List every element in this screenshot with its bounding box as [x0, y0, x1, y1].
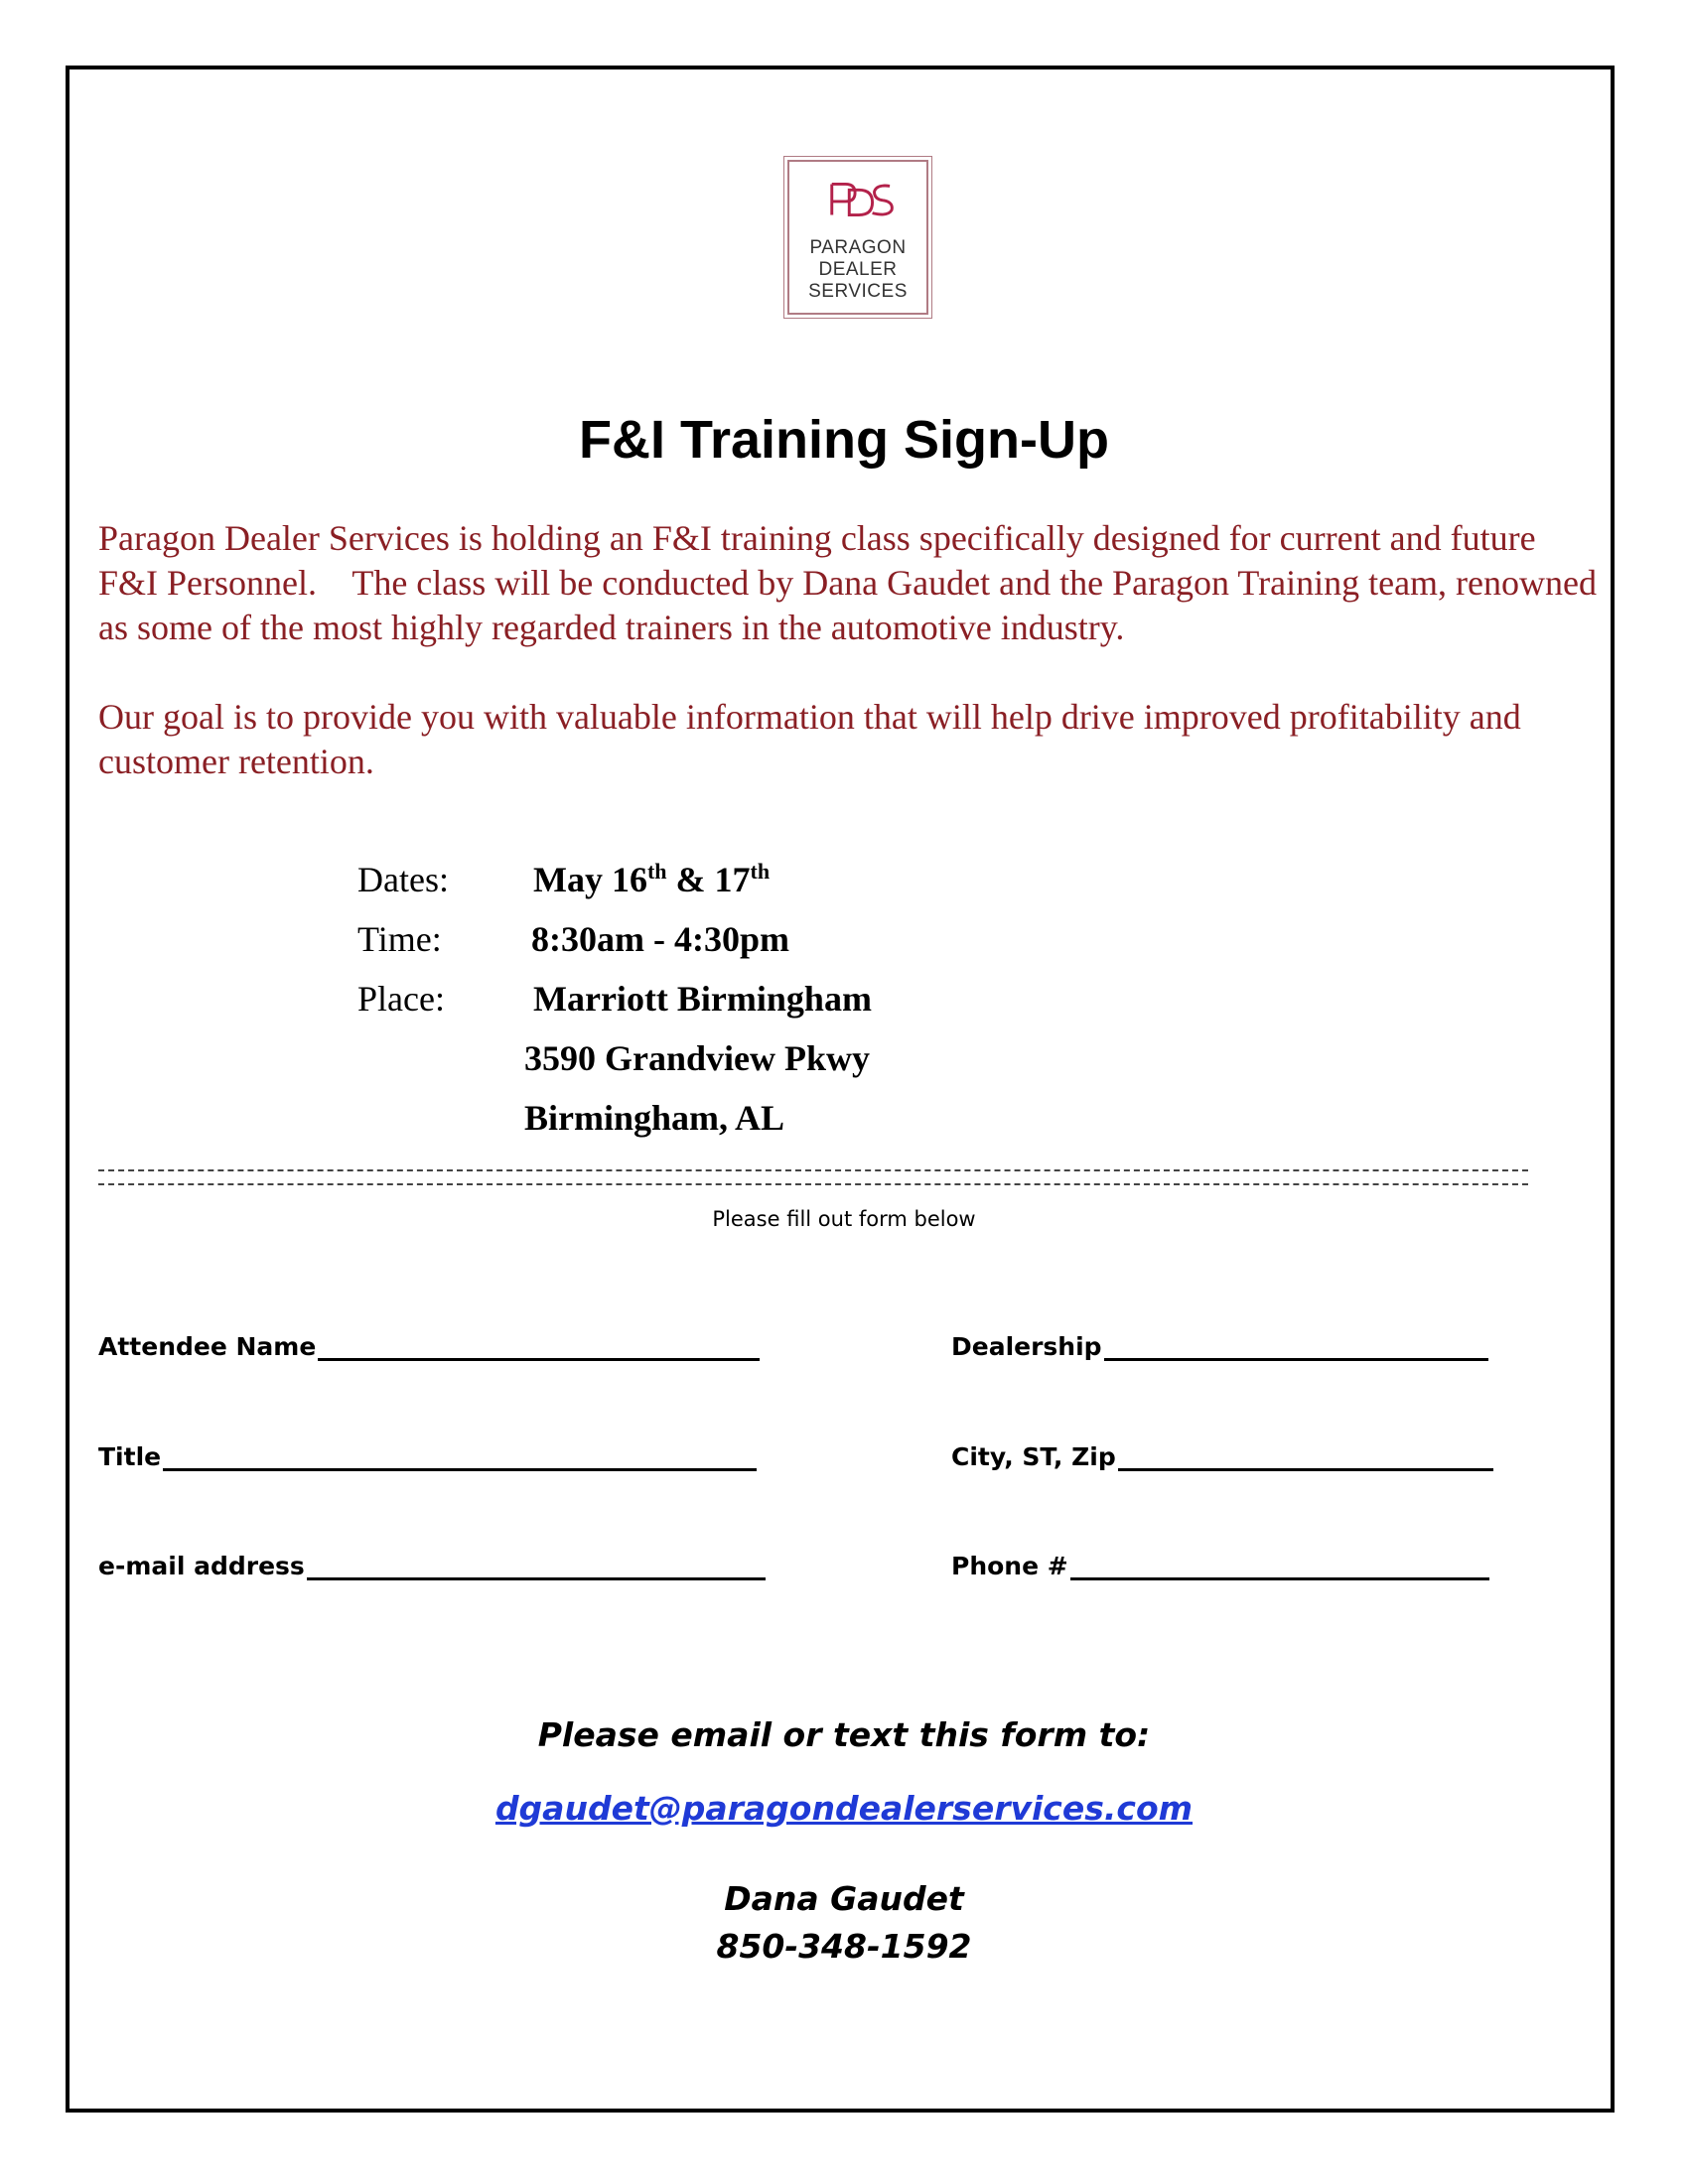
date-day-1: May 16	[533, 860, 647, 899]
dealership-field[interactable]	[951, 1332, 1488, 1361]
email-label: e-mail address	[98, 1552, 305, 1580]
contact-email-link[interactable]: dgaudet@paragondealerservices.com	[494, 1789, 1194, 1828]
place-street: 3590 Grandview Pkwy	[524, 1038, 871, 1078]
city-state-zip-input-line[interactable]	[1118, 1442, 1493, 1471]
form-note: Please fill out form below	[712, 1207, 976, 1231]
email-field[interactable]	[98, 1552, 766, 1580]
date-suffix-1: th	[646, 859, 667, 884]
title-input-line[interactable]	[163, 1442, 757, 1471]
time-value: 8:30am - 4:30pm	[531, 919, 789, 959]
divider-line	[98, 1169, 1528, 1185]
logo-line-2: DEALER	[818, 259, 898, 280]
phone-input-line[interactable]	[1070, 1552, 1489, 1580]
city-state-zip-field[interactable]	[951, 1442, 1493, 1471]
date-suffix-2: th	[750, 859, 771, 884]
title-field[interactable]	[98, 1442, 757, 1471]
dates-label: Dates:	[357, 860, 449, 899]
intro-paragraph-2	[98, 695, 1598, 784]
phone-label: Phone #	[951, 1552, 1068, 1580]
page-title: F&I Training Sign-Up	[579, 410, 1109, 470]
place-city: Birmingham, AL	[524, 1098, 785, 1138]
place-label: Place:	[357, 979, 445, 1019]
footer-email-row	[0, 1789, 1688, 1828]
dates-value	[533, 859, 770, 900]
attendee-name-input-line[interactable]	[318, 1332, 760, 1361]
contact-phone: 850-348-1592	[716, 1927, 972, 1966]
title-label: Title	[98, 1442, 162, 1471]
intro-text-1: Paragon Dealer Services is holding an F&I training class specifically designed for current and future F&I Personnel. The class will be conducted by Dana Gaudet and the Paragon Training team, renowned as some of the most highly regarded trainers in the automotive industry.	[98, 518, 1606, 647]
dealership-label: Dealership	[951, 1332, 1102, 1361]
attendee-name-field[interactable]	[98, 1332, 760, 1361]
date-day-2: & 17	[666, 860, 751, 899]
contact-name: Dana Gaudet	[724, 1879, 964, 1918]
logo-line-3: SERVICES	[808, 281, 908, 302]
intro-text-2: Our goal is to provide you with valuable information that will help drive improved profitability and customer retention.	[98, 697, 1521, 781]
logo-line-1: PARAGON	[809, 237, 907, 258]
footer-instruction: Please email or text this form to:	[537, 1715, 1151, 1754]
intro-paragraph-1	[98, 516, 1606, 650]
place-venue: Marriott Birmingham	[533, 979, 872, 1019]
email-input-line[interactable]	[307, 1552, 766, 1580]
company-logo	[787, 160, 928, 315]
attendee-name-label: Attendee Name	[98, 1332, 317, 1361]
time-label: Time:	[357, 919, 442, 959]
phone-field[interactable]	[951, 1552, 1489, 1580]
city-state-zip-label: City, ST, Zip	[951, 1442, 1116, 1471]
pds-monogram-icon	[789, 176, 926, 223]
dealership-input-line[interactable]	[1104, 1332, 1488, 1361]
